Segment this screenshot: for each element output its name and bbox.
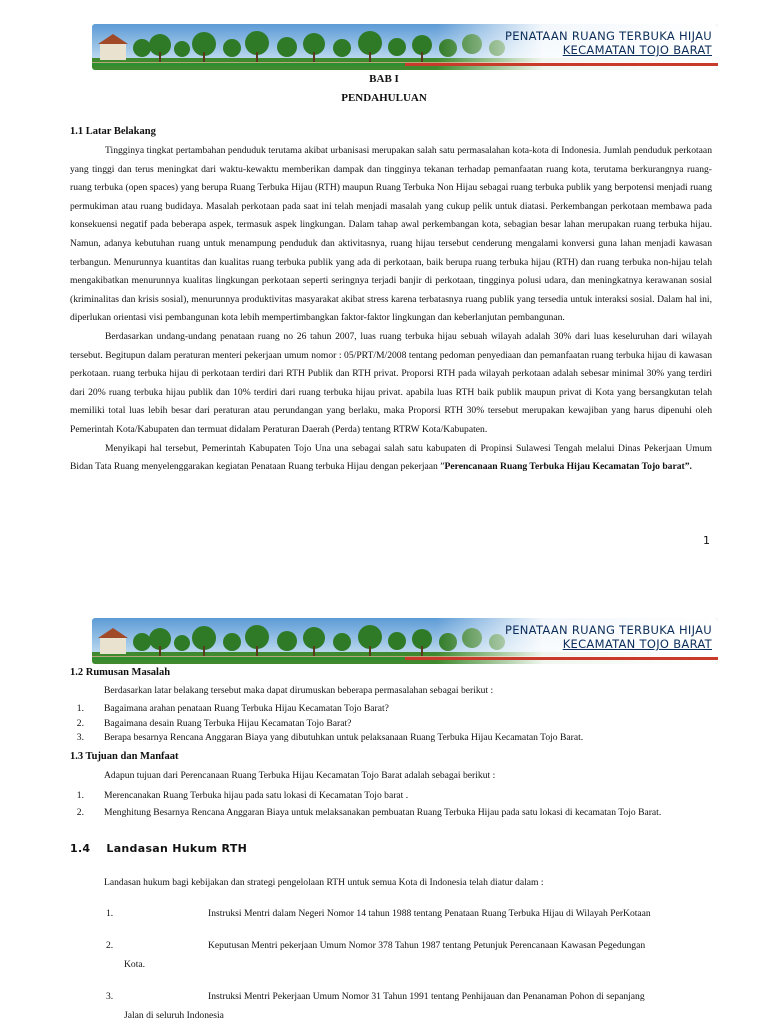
paragraph-text: Menyikapi hal tersebut, Pemerintah Kabupaten Tojo Una una sebagai salah satu kabupaten di Propinsi Sulawesi Tengah melalui Dinas Pekerjaan Umum Bidan Tata Ruang menyelenggarakan kegiatan Penataan Ruang terbuka Hijau dengan pekerjaan ” [70, 442, 712, 473]
list-text-continued: Kota. [124, 959, 146, 970]
section-heading-tujuan-manfaat: 1.3 Tujuan dan Manfaat [70, 751, 179, 762]
list-number: 1. [76, 790, 84, 801]
list-number: 3. [106, 991, 114, 1002]
list-item [70, 804, 710, 821]
body-text [70, 142, 712, 477]
rumusan-intro: Berdasarkan latar belakang tersebut maka dapat dirumuskan beberapa permasalahan sebagai berikut : [104, 685, 494, 696]
section-heading-rumusan-masalah: 1.2 Rumusan Masalah [70, 667, 171, 678]
law-item [106, 904, 711, 923]
landasan-intro: Landasan hukum bagi kebijakan dan strategi pengelolaan RTH untuk semua Kota di Indonesia telah diatur dalam : [104, 877, 544, 888]
list-item [70, 717, 710, 732]
law-item [106, 936, 711, 974]
section-number: 1.4 [70, 842, 91, 855]
tujuan-list [70, 787, 710, 821]
section-heading-landasan-hukum [70, 842, 247, 855]
list-text: Menghitung Besarnya Rencana Anggaran Biaya untuk melaksanakan pembuatan Ruang Terbuka Hijau pada satu lokasi di kecamatan Tojo Barat. [104, 807, 662, 818]
banner-title-line2: KECAMATAN TOJO BARAT [562, 43, 712, 57]
list-item [70, 702, 710, 717]
list-item [70, 731, 710, 746]
paragraph: Berdasarkan undang-undang penataan ruang no 26 tahun 2007, luas ruang terbuka hijau sebuah wilayah adalah 30% dari luas keseluruhan dari wilayah tersebut. Begitupun dalam peraturan menteri pekerjaan umum nomor : 05/PRT/M/2008 tentang pedoman penyediaan dan pemanfaatan ruang terbuka hijau di kawasan perkotaan. ruang terbuka hijau di perkotaan terdiri dari RTH Publik dan RTH privat. Proporsi RTH pada wilayah perkotaan adalah sebesar minimal 30% yang terdiri dari 20% ruang terbuka hijau publik dan 10% terdiri dari ruang terbuka hijau privat. apabila luas RTH baik publik maupun privat di Kota yang bersangkutan telah memiliki total luas lebih besar dari peraturan atau perundangan yang berlaku, maka Proporsi RTH 30% tersebut merupakan kewajiban yang harus dipenuhi oleh Pemerintah Kota/Kabupaten dan termuat didalam Peraturan Daerah (Perda) tentang RTRW Kota/Kabupaten. [70, 330, 712, 435]
list-text: Bagaimana arahan penataan Ruang Terbuka Hijau Kecamatan Tojo Barat? [104, 703, 389, 714]
list-number: 2. [76, 717, 84, 729]
list-text: Instruksi Mentri dalam Negeri Nomor 14 tahun 1988 tentang Penataan Ruang Terbuka Hijau di Wilayah PerKotaan [208, 908, 651, 919]
list-text: Merencanakan Ruang Terbuka hijau pada satu lokasi di Kecamatan Tojo barat . [104, 790, 409, 801]
list-text: Instruksi Mentri Pekerjaan Umum Nomor 31 Tahun 1991 tentang Penhijauan dan Penanaman Pohon di sepanjang [208, 991, 645, 1002]
list-item [70, 787, 710, 804]
section-title: Landasan Hukum RTH [106, 842, 248, 855]
project-name: Perencanaan Ruang Terbuka Hijau Kecamatan Tojo barat [444, 461, 685, 473]
header-rule [92, 63, 718, 66]
list-number: 1. [106, 908, 114, 919]
law-item [106, 987, 711, 1025]
banner-title [505, 623, 712, 651]
list-text: Keputusan Mentri pekerjaan Umum Nomor 378 Tahun 1987 tentang Petunjuk Perencanaan Kawasan Pegedungan [208, 940, 646, 951]
tujuan-intro: Adapun tujuan dari Perencanaan Ruang Terbuka Hijau Kecamatan Tojo Barat adalah sebagai berikut : [104, 770, 496, 781]
banner-title-line1: PENATAAN RUANG TERBUKA HIJAU [504, 29, 712, 43]
list-text: Berapa besarnya Rencana Anggaran Biaya yang dibutuhkan untuk pelaksanaan Ruang Terbuka Hijau Kecamatan Tojo Barat. [104, 732, 584, 743]
list-number: 3. [76, 732, 84, 743]
chapter-number: BAB I [369, 73, 399, 85]
paragraph: Tingginya tingkat pertambahan penduduk terutama akibat urbanisasi merupakan salah satu permasalahan kota-kota di Indonesia. Jumlah penduduk perkotaan yang tinggi dan terus meningkat dari waktu-kewaktu memberikan dampak dan tingginya tekanan terhadap pemanfaatan ruang kota, terutama berkurangnya ruang-ruang terbuka (open spaces) yang berupa Ruang Terbuka Hijau (RTH) maupun Ruang Terbuka Non Hijau sebagai ruang terbuka publik yang berpotensi menjadi ruang permukiman atau ruang budidaya. Masalah perkotaan pada saat ini telah menjadi masalah yang cukup pelik untuk diatasi. Perkembangan perkotaan membawa pada konsekuensi negatif pada beberapa aspek, termasuk aspek lingkungan. Dalam tahap awal perkembangan kota, sebagian besar lahan merupakan ruang terbuka hijau. Namun, adanya kebutuhan ruang untuk menampung penduduk dan aktivitasnya, ruang hijau tersebut cenderung mengalami konversi guna lahan menjadi kawasan terbangun. Menurunnya kuantitas dan kualitas ruang terbuka publik yang ada di perkotaan, baik berupa ruang terbuka hijau (RTH) dan ruang terbuka non-hijau telah mengakibatkan menurunnya kualitas lingkungan perkotaan seperti seringnya terjadi banjir di perkotaan, tingginya polusi udara, dan meningkatnya kerawanan sosial (kriminalitas dan krisis sosial), menurunnya produktivitas masyarakat akibat stress karena terbatasnya ruang publik yang tersedia untuk interaksi sosial. Dalam hal ini, diperlukan orientasi visi pembangunan kota lebih mempertimbangkan faktor-faktor lingkungan dan keberlanjutan pembangunan. [70, 145, 712, 324]
banner-title-line1: PENATAAN RUANG TERBUKA HIJAU [504, 623, 712, 637]
list-text-continued: Jalan di seluruh Indonesia [124, 1010, 224, 1021]
page-gap [0, 560, 768, 610]
chapter-title: PENDAHULUAN [341, 92, 427, 104]
list-number: 1. [76, 703, 84, 714]
banner-title [505, 29, 712, 57]
list-number: 2. [76, 807, 84, 818]
list-text: Bagaimana desain Ruang Terbuka Hijau Kecamatan Tojo Barat? [104, 717, 352, 729]
header-rule [92, 657, 718, 660]
list-number: 2. [106, 940, 114, 951]
document-page-2 [0, 610, 768, 1024]
paragraph [70, 440, 712, 477]
page-number: 1 [703, 534, 710, 547]
rumusan-list [70, 702, 710, 746]
section-heading-latar-belakang: 1.1 Latar Belakang [70, 126, 156, 137]
banner-title-line2: KECAMATAN TOJO BARAT [562, 637, 712, 651]
closing-quote: ”. [684, 461, 692, 473]
